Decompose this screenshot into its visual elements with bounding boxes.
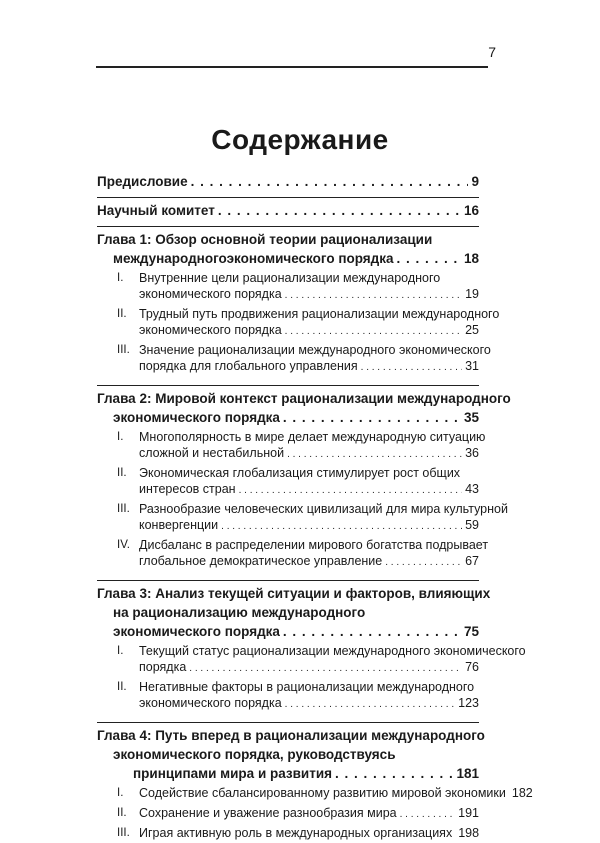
section-numeral: II. <box>117 681 127 693</box>
toc-section[interactable] <box>97 465 479 499</box>
entry-page: 9 <box>471 174 479 189</box>
leader-dots <box>400 805 456 823</box>
toc-chapter-1[interactable] <box>97 226 479 268</box>
section-title-line: глобальное демократическое управление <box>139 554 383 568</box>
toc-section[interactable] <box>97 679 479 713</box>
leader-dots <box>221 517 462 535</box>
toc-section[interactable] <box>97 537 489 571</box>
toc-section[interactable] <box>97 342 491 376</box>
leader-dots <box>239 481 463 499</box>
section-title-line: конвергенции <box>139 518 219 532</box>
leader-dots <box>287 445 462 463</box>
section-numeral: III. <box>117 503 130 515</box>
leader-dots <box>189 659 462 677</box>
section-numeral: I. <box>117 431 124 443</box>
section-numeral: IV. <box>117 539 131 551</box>
toc-section[interactable] <box>97 785 533 803</box>
header-rule <box>96 66 488 68</box>
section-title-line: экономического порядка <box>139 287 282 301</box>
toc-section[interactable] <box>97 825 479 843</box>
chapter-title-line: на рационализацию международного <box>113 605 366 620</box>
toc-section[interactable] <box>97 643 526 677</box>
leader-dots <box>285 695 455 713</box>
section-title-line: Играя активную роль в международных организациях <box>139 826 453 840</box>
toc-chapter-4[interactable] <box>97 722 485 783</box>
section-page: 67 <box>465 554 479 568</box>
toc-section[interactable] <box>97 429 486 463</box>
chapter-title-line: экономического порядка <box>113 624 280 639</box>
chapter-title-line: международногоэкономического порядка <box>113 251 394 266</box>
section-numeral: I. <box>117 645 124 657</box>
entry-page: 16 <box>463 203 479 218</box>
section-numeral: II. <box>117 467 127 479</box>
section-title-line: Значение рационализации международного экономического <box>139 343 491 357</box>
section-page: 198 <box>458 826 480 840</box>
chapter-page: 75 <box>463 624 479 639</box>
section-page: 59 <box>465 518 479 532</box>
toc-section[interactable] <box>97 270 479 304</box>
table-of-contents <box>97 172 533 843</box>
section-page: 123 <box>458 696 479 710</box>
chapter-title-line: Глава 3: Анализ текущей ситуации и факторов, влияющих <box>97 586 491 601</box>
section-title-line: порядка <box>139 660 187 674</box>
section-numeral: II. <box>117 308 127 320</box>
leader-dots <box>397 249 461 268</box>
toc-entry-committee[interactable] <box>97 197 479 223</box>
section-title-line: Текущий статус рационализации международного экономического <box>139 644 526 658</box>
section-title-line: экономического порядка <box>139 323 282 337</box>
section-title-line: Трудный путь продвижения рационализации международного <box>139 307 500 321</box>
section-title-line: Многополярность в мире делает международную ситуацию <box>139 430 486 444</box>
toc-section[interactable] <box>97 501 508 535</box>
page-title: Содержание <box>211 124 389 155</box>
chapter-title-line: Глава 4: Путь вперед в рационализации международного <box>97 728 485 743</box>
toc-chapter-2[interactable] <box>97 385 511 427</box>
leader-dots <box>361 358 462 376</box>
page-number: 7 <box>488 44 496 60</box>
leader-dots <box>218 201 461 220</box>
section-page: 36 <box>465 446 479 460</box>
section-numeral: III. <box>117 344 130 356</box>
section-page: 76 <box>465 660 479 674</box>
entry-title: Предисловие <box>97 174 188 189</box>
section-page: 25 <box>465 323 479 337</box>
chapter-title-line: принципами мира и развития <box>133 766 333 781</box>
section-title-line: сложной и нестабильной <box>139 446 285 460</box>
toc-chapter-3[interactable] <box>97 580 491 641</box>
section-page: 43 <box>465 482 479 496</box>
section-title-line: Сохранение и уважение разнообразия мира <box>139 806 397 820</box>
leader-dots <box>191 172 469 191</box>
chapter-title-line: Глава 2: Мировой контекст рационализации международного <box>97 391 511 406</box>
entry-title: Научный комитет <box>97 203 215 218</box>
section-title-line: Негативные факторы в рационализации международного <box>139 680 475 694</box>
chapter-title-line: экономического порядка, руководствуясь <box>113 747 396 762</box>
leader-dots <box>385 553 462 571</box>
chapter-page: 35 <box>463 410 479 425</box>
section-title-line: Экономическая глобализация стимулирует рост общих <box>139 466 461 480</box>
leader-dots <box>283 622 461 641</box>
toc-entry-preface[interactable] <box>97 172 479 194</box>
section-title-line: Дисбаланс в распределении мирового богатства подрывает <box>139 538 489 552</box>
section-numeral: I. <box>117 272 124 284</box>
section-title-line: экономического порядка <box>139 696 282 710</box>
toc-section[interactable] <box>97 306 500 340</box>
section-page: 31 <box>465 359 479 373</box>
section-numeral: II. <box>117 807 127 819</box>
leader-dots <box>285 286 462 304</box>
section-page: 19 <box>465 287 479 301</box>
leader-dots <box>335 764 453 783</box>
chapter-title-line: Глава 1: Обзор основной теории рационализации <box>97 232 433 247</box>
section-title-line: интересов стран <box>139 482 236 496</box>
section-numeral: III. <box>117 827 130 839</box>
section-page: 191 <box>458 806 479 820</box>
chapter-title-line: экономического порядка <box>113 410 280 425</box>
section-title-line: Содействие сбалансированному развитию мировой экономики <box>139 786 506 800</box>
section-title-line: Внутренние цели рационализации международного <box>139 271 441 285</box>
chapter-page: 18 <box>463 251 479 266</box>
section-numeral: I. <box>117 787 124 799</box>
toc-section[interactable] <box>97 805 479 823</box>
leader-dots <box>283 408 461 427</box>
section-title-line: Разнообразие человеческих цивилизаций для мира культурной <box>139 502 508 516</box>
section-title-line: порядка для глобального управления <box>139 359 358 373</box>
chapter-page: 181 <box>456 766 479 781</box>
leader-dots <box>285 322 462 340</box>
section-page: 182 <box>511 786 533 800</box>
